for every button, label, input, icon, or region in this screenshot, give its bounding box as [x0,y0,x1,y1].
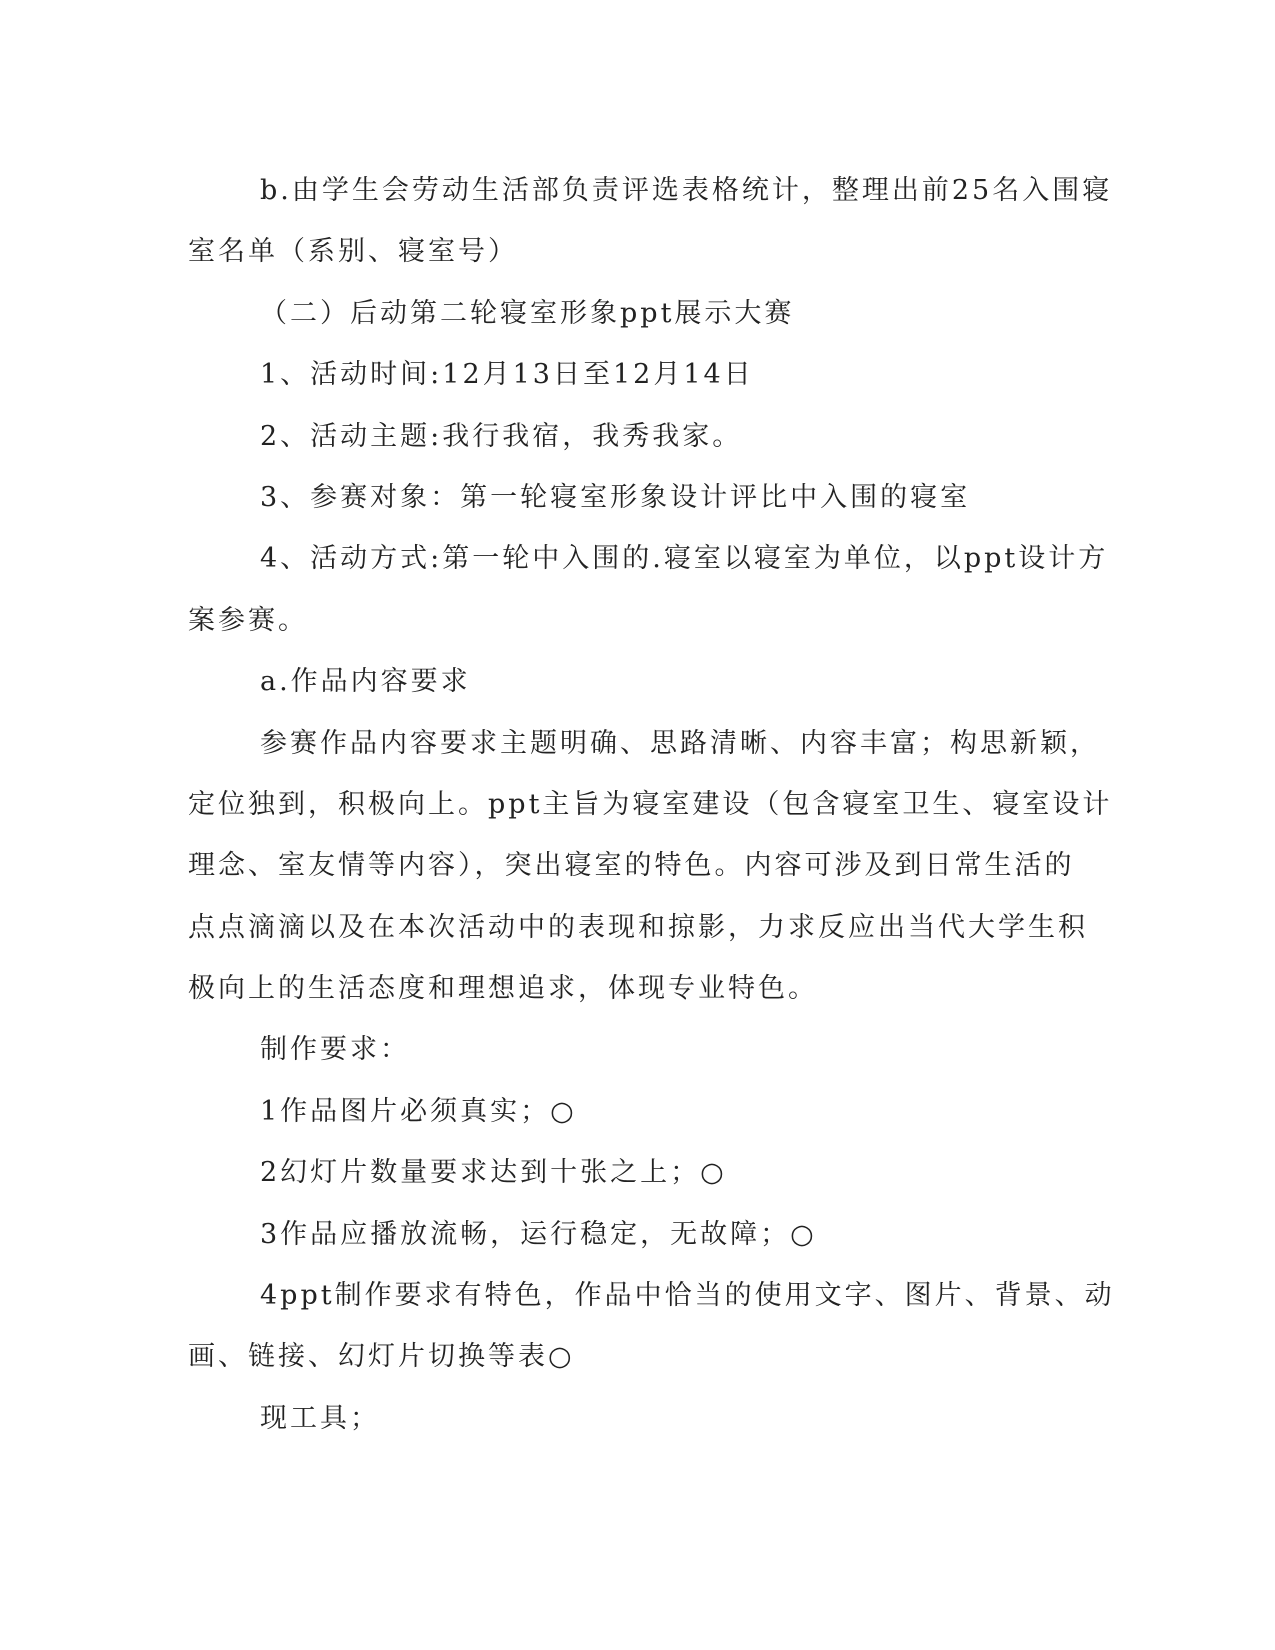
paragraph-line: 1、活动时间:12月13日至12月14日 [260,359,754,391]
paragraph-line: b.由学生会劳动生活部负责评选表格统计，整理出前25名入围寝 [260,175,1113,206]
paragraph-line: 理念、室友情等内容），突出寝室的特色。内容可涉及到日常生活的 [188,850,1075,882]
subheading-line: a.作品内容要求 [260,666,471,698]
paragraph-line: 3、参赛对象：第一轮寝室形象设计评比中入围的寝室 [260,481,971,513]
paragraph-line: 点点滴滴以及在本次活动中的表现和掠影，力求反应出当代大学生积 [188,911,1088,943]
paragraph-line: 室名单（系别、寝室号） [188,236,518,268]
paragraph-line: 2、活动主题:我行我宿，我秀我家。 [260,420,743,452]
paragraph-line: 定位独到，积极向上。ppt主旨为寝室建设（包含寝室卫生、寝室设计 [188,788,1113,820]
list-item: 1作品图片必须真实；○ [260,1095,577,1127]
paragraph-line: 极向上的生活态度和理想追求，体现专业特色。 [188,973,818,1005]
list-item: 3作品应播放流畅，运行稳定，无故障；○ [260,1218,817,1250]
list-item: 2幻灯片数量要求达到十张之上；○ [260,1157,727,1189]
paragraph-line: 制作要求： [260,1034,410,1066]
paragraph-line: 4、活动方式:第一轮中入围的.寝室以寝室为单位，以ppt设计方 [260,543,1109,575]
section-heading: （二）后动第二轮寝室形象ppt展示大赛 [260,297,795,329]
document-body [188,160,1115,1449]
paragraph-line: 参赛作品内容要求主题明确、思路清晰、内容丰富；构思新颖， [260,727,1100,759]
paragraph-line: 现工具； [260,1402,380,1434]
paragraph-line: 画、链接、幻灯片切换等表○ [188,1341,575,1373]
list-item: 4ppt制作要求有特色，作品中恰当的使用文字、图片、背景、动 [260,1280,1115,1312]
paragraph-line: 案参赛。 [188,604,308,636]
